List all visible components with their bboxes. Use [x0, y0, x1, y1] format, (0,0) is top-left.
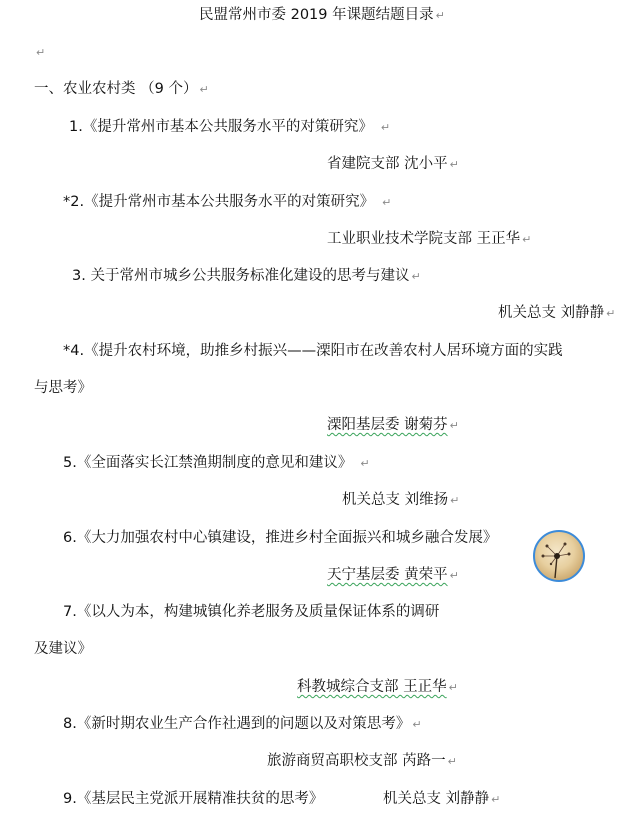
- paragraph-mark-icon: ↵: [522, 233, 532, 246]
- item-title-continuation: 及建议》: [34, 641, 92, 657]
- paragraph-mark-icon: ↵: [449, 569, 459, 582]
- empty-paragraph: [34, 42, 45, 63]
- item-author: 省建院支部 沈小平 ↵: [327, 156, 459, 172]
- paragraph-mark-icon: ↵: [411, 270, 421, 283]
- item-author: 机关总支 刘维扬 ↵: [342, 492, 460, 508]
- item-title: 7.《以人为本，构建城镇化养老服务及质量保证体系的调研: [63, 604, 440, 620]
- item-title: 9.《基层民主党派开展精准扶贫的思考》: [63, 791, 324, 807]
- paragraph-mark-icon: ↵: [448, 681, 458, 694]
- item-author: 旅游商贸高职校支部 芮路一 ↵: [267, 753, 457, 769]
- document-title: 民盟常州市委 2019 年课题结题目录 ↵: [199, 7, 445, 23]
- item-author: 溧阳基层委 谢菊芬 ↵: [327, 417, 459, 433]
- avatar[interactable]: [533, 530, 585, 582]
- paragraph-mark-icon: ↵: [360, 457, 370, 470]
- paragraph-mark-icon: ↵: [435, 9, 445, 22]
- item-title-continuation: 与思考》: [34, 380, 92, 396]
- paragraph-mark-icon: ↵: [199, 83, 209, 96]
- item-author: 机关总支 刘静静 ↵: [498, 305, 616, 321]
- item-title: *4.《提升农村环境，助推乡村振兴——溧阳市在改善农村人居环境方面的实践: [63, 343, 563, 359]
- item-title: 5.《全面落实长江禁渔期制度的意见和建议》 ↵: [63, 455, 370, 471]
- section-heading: 一、农业农村类 （9 个） ↵: [34, 81, 209, 97]
- dandelion-image: [535, 532, 583, 580]
- item-title: 6.《大力加强农村中心镇建设，推进乡村全面振兴和城乡融合发展》: [63, 530, 498, 546]
- paragraph-mark-icon: ↵: [412, 718, 422, 731]
- item-title: 8.《新时期农业生产合作社遇到的问题以及对策思考》 ↵: [63, 716, 422, 732]
- paragraph-mark-icon: ↵: [449, 158, 459, 171]
- paragraph-mark-icon: ↵: [380, 121, 391, 134]
- paragraph-mark-icon: ↵: [450, 494, 460, 507]
- item-title: 1.《提升常州市基本公共服务水平的对策研究》 ↵: [69, 119, 391, 135]
- paragraph-mark-icon: ↵: [449, 419, 459, 432]
- item-title: 3. 关于常州市城乡公共服务标准化建设的思考与建议 ↵: [72, 268, 421, 284]
- paragraph-mark-icon: ↵: [606, 307, 616, 320]
- paragraph-mark-icon: ↵: [382, 196, 392, 209]
- paragraph-mark-icon: ↵: [36, 46, 46, 59]
- paragraph-mark-icon: ↵: [447, 755, 457, 768]
- item-title: *2.《提升常州市基本公共服务水平的对策研究》 ↵: [63, 194, 392, 210]
- item-author: 天宁基层委 黄荣平 ↵: [327, 567, 459, 583]
- item-author: 机关总支 刘静静 ↵: [383, 791, 501, 807]
- paragraph-mark-icon: ↵: [491, 793, 501, 806]
- item-author: 科教城综合支部 王正华 ↵: [297, 679, 458, 695]
- item-author: 工业职业技术学院支部 王正华 ↵: [327, 231, 532, 247]
